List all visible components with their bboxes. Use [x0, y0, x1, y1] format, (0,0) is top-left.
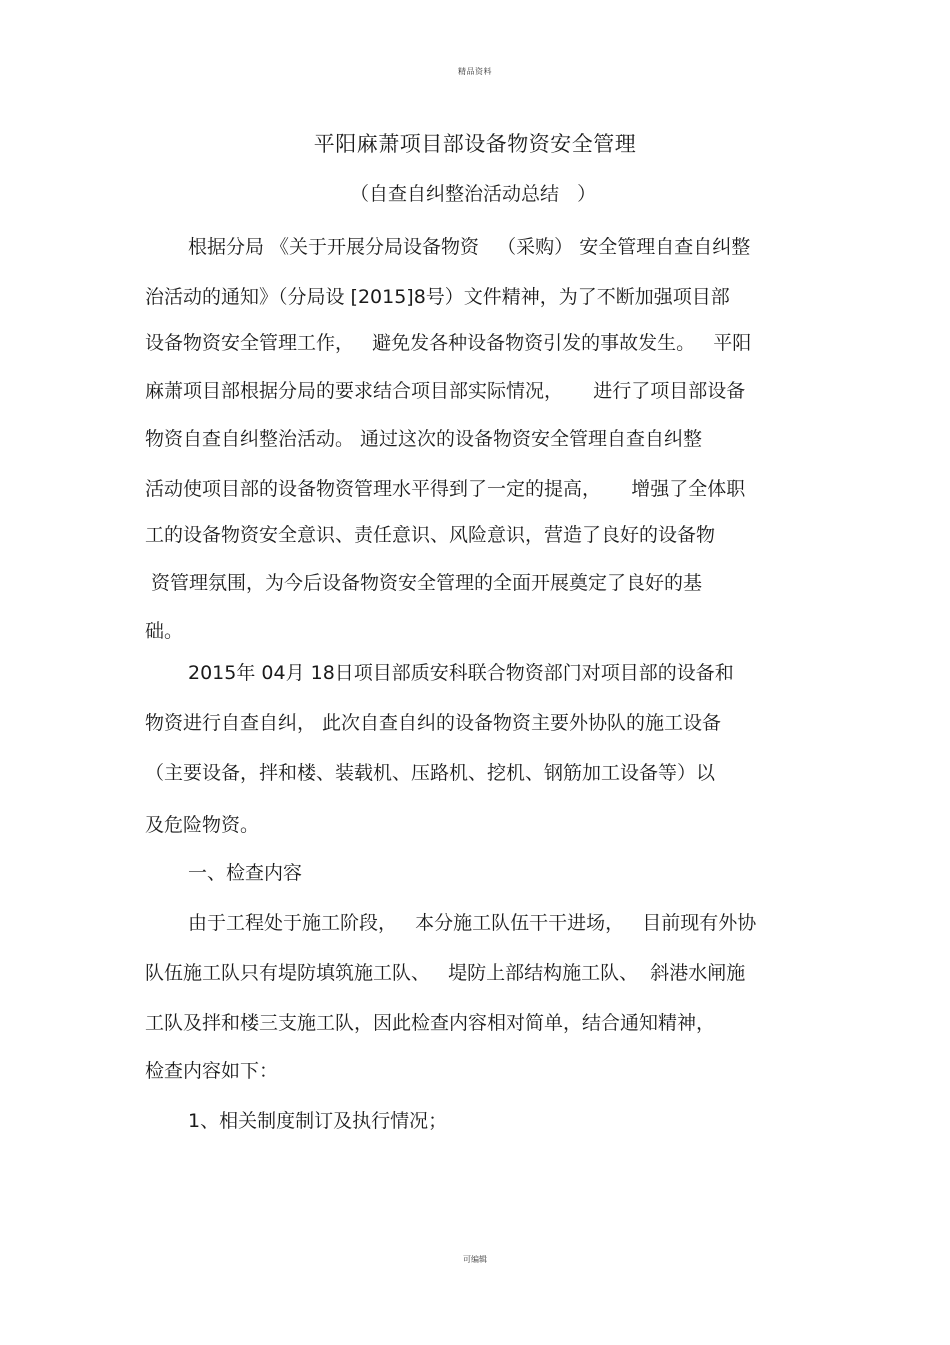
body-line: 2015年 04月 18日项目部质安科联合物资部门对项目部的设备和 [188, 662, 734, 684]
document-title: 平阳麻萧项目部设备物资安全管理 [313, 132, 637, 156]
body-line: 检查内容如下： [145, 1060, 279, 1082]
page-header-watermark: 精品资料 [458, 67, 492, 76]
body-line: 资管理氛围，为今后设备物资安全管理的全面开展奠定了良好的基 [145, 572, 703, 594]
body-line: 物资进行自查自纠， 此次自查自纠的设备物资主要外协队的施工设备 [145, 712, 722, 734]
page-footer-label: 可编辑 [463, 1255, 487, 1264]
body-line: （主要设备，拌和楼、装载机、压路机、挖机、钢筋加工设备等）以 [145, 762, 716, 784]
body-line: 工的设备物资安全意识、责任意识、风险意识，营造了良好的设备物 [145, 524, 716, 546]
list-item: 1、相关制度制订及执行情况； [188, 1110, 448, 1132]
body-line: 物资自查自纠整治活动。 通过这次的设备物资安全管理自查自纠整 [145, 428, 703, 450]
body-line: 础。 [145, 620, 184, 642]
body-line: 活动使项目部的设备物资管理水平得到了一定的提高， 增强了全体职 [145, 478, 746, 500]
section-heading: 一、检查内容 [188, 862, 303, 884]
body-line: 由于工程处于施工阶段， 本分施工队伍干干进场， 目前现有外协 [188, 912, 757, 934]
document-subtitle: （自查自纠整治活动总结 ） [350, 183, 597, 205]
body-line: 治活动的通知》（分局设 [2015]8号）文件精神，为了不断加强项目部 [145, 286, 730, 308]
body-line: 队伍施工队只有堤防填筑施工队、 堤防上部结构施工队、 斜港水闸施 [145, 962, 746, 984]
body-line: 及危险物资。 [145, 814, 260, 836]
body-line: 麻萧项目部根据分局的要求结合项目部实际情况， 进行了项目部设备 [145, 380, 746, 402]
body-line: 根据分局 《关于开展分局设备物资 （采购） 安全管理自查自纠整 [188, 236, 751, 258]
body-line: 设备物资安全管理工作， 避免发各种设备物资引发的事故发生。 平阳 [145, 332, 752, 354]
body-line: 工队及拌和楼三支施工队，因此检查内容相对简单，结合通知精神， [145, 1012, 716, 1034]
